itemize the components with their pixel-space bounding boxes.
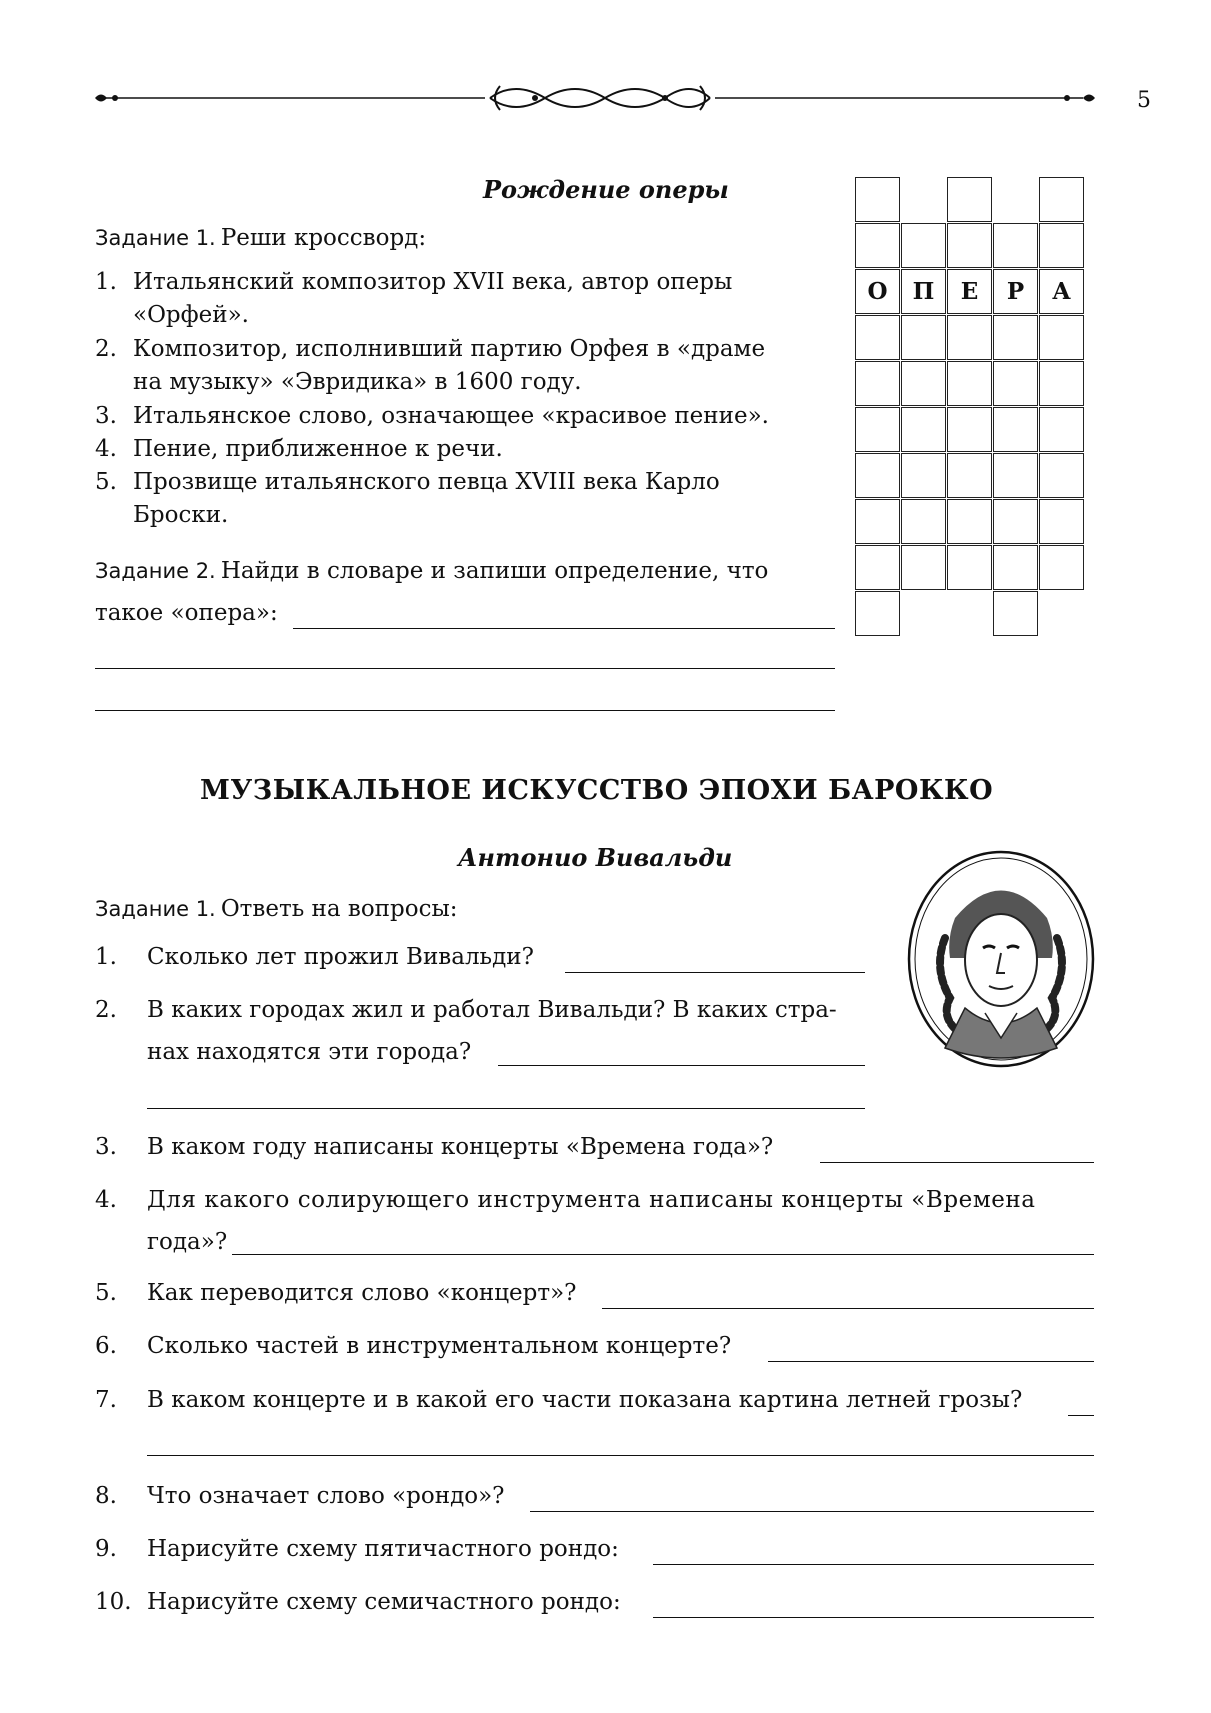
answer-line[interactable]	[602, 1308, 1094, 1309]
crossword-cell[interactable]	[855, 361, 900, 406]
crossword-cell[interactable]	[855, 315, 900, 360]
section-subtitle-vivaldi: Антонио Вивальди	[458, 843, 733, 872]
crossword-letter-cell: О	[855, 269, 900, 314]
crossword-cell[interactable]	[855, 223, 900, 268]
crossword-letter-cell: А	[1039, 269, 1084, 314]
crossword-cell[interactable]	[855, 177, 900, 222]
task1-vivaldi-heading	[95, 896, 458, 922]
crossword-cell[interactable]	[947, 499, 992, 544]
task-text: Ответь на вопросы:	[220, 896, 458, 922]
crossword-cell[interactable]	[855, 407, 900, 452]
crossword-cell[interactable]	[947, 545, 992, 590]
crossword-cell[interactable]	[901, 453, 946, 498]
answer-line[interactable]	[95, 710, 835, 711]
crossword-cell[interactable]	[1039, 361, 1084, 406]
answer-line[interactable]	[565, 972, 865, 973]
vivaldi-portrait	[905, 848, 1097, 1070]
crossword-cell[interactable]	[947, 177, 992, 222]
crossword-clues: 1. Итальянский композитор XVII века, автор оперы «Орфей». 2. Композитор, исполнивший партию Орфея в «драме на музыку» «Эвридика» в 1600 году. 3. Итальянское слово, означающее «красивое пение». 4. Пение, приближенное к речи. 5. Прозвище итальянского певца XVIII века Карло Броски.	[95, 269, 769, 528]
answer-line[interactable]	[147, 1108, 865, 1109]
crossword-cell[interactable]	[855, 499, 900, 544]
crossword-cell[interactable]	[1039, 315, 1084, 360]
crossword-letter-cell: Р	[993, 269, 1038, 314]
crossword-cell[interactable]	[901, 407, 946, 452]
crossword-cell[interactable]	[947, 315, 992, 360]
task-text: Реши кроссворд:	[220, 225, 427, 251]
crossword-cell[interactable]	[947, 407, 992, 452]
crossword-cell[interactable]	[855, 545, 900, 590]
task2-text-cont: такое «опера»:	[95, 600, 278, 626]
crossword-cell[interactable]	[993, 453, 1038, 498]
crossword-cell[interactable]	[855, 591, 900, 636]
crossword-cell[interactable]	[1039, 223, 1084, 268]
crossword-letter-cell: Е	[947, 269, 992, 314]
crossword-cell[interactable]	[993, 315, 1038, 360]
task-label: Задание 1.	[95, 226, 216, 250]
crossword-cell[interactable]	[993, 591, 1038, 636]
crossword-cell[interactable]	[993, 499, 1038, 544]
crossword-cell[interactable]	[901, 223, 946, 268]
crossword-cell[interactable]	[1039, 177, 1084, 222]
crossword-cell[interactable]	[993, 223, 1038, 268]
answer-line[interactable]	[768, 1361, 1094, 1362]
task-label: Задание 1.	[95, 897, 216, 921]
task-label: Задание 2.	[95, 559, 216, 583]
crossword-cell[interactable]	[855, 453, 900, 498]
answer-line[interactable]	[530, 1511, 1094, 1512]
crossword-cell[interactable]	[1039, 499, 1084, 544]
header-ornament	[95, 78, 1095, 118]
page-number: 5	[1137, 88, 1151, 113]
crossword-cell[interactable]	[1039, 545, 1084, 590]
answer-line[interactable]	[147, 1455, 1094, 1456]
crossword-cell[interactable]	[993, 407, 1038, 452]
answer-line[interactable]	[653, 1617, 1094, 1618]
answer-line[interactable]	[293, 628, 835, 629]
section-title-opera-birth: Рождение оперы	[483, 175, 729, 204]
answer-line[interactable]	[498, 1065, 865, 1066]
crossword-cell[interactable]	[901, 315, 946, 360]
task-text: Найди в словаре и запиши определение, что	[220, 558, 769, 584]
crossword-cell[interactable]	[993, 545, 1038, 590]
crossword-cell[interactable]	[993, 361, 1038, 406]
answer-line[interactable]	[820, 1162, 1094, 1163]
section-heading-baroque: МУЗЫКАЛЬНОЕ ИСКУССТВО ЭПОХИ БАРОККО	[200, 775, 994, 806]
crossword-cell[interactable]	[901, 545, 946, 590]
crossword-cell[interactable]	[901, 361, 946, 406]
crossword-grid	[855, 198, 1095, 688]
crossword-cell[interactable]	[901, 499, 946, 544]
crossword-cell[interactable]	[1039, 453, 1084, 498]
answer-line[interactable]	[653, 1564, 1094, 1565]
answer-line[interactable]	[95, 668, 835, 669]
crossword-cell[interactable]	[947, 223, 992, 268]
crossword-cell[interactable]	[947, 361, 992, 406]
answer-line[interactable]	[232, 1254, 1094, 1255]
crossword-letter-cell: П	[901, 269, 946, 314]
task2-heading	[95, 558, 768, 584]
task1-heading	[95, 225, 426, 251]
answer-line[interactable]	[1068, 1415, 1094, 1416]
crossword-cell[interactable]	[1039, 407, 1084, 452]
crossword-cell[interactable]	[947, 453, 992, 498]
